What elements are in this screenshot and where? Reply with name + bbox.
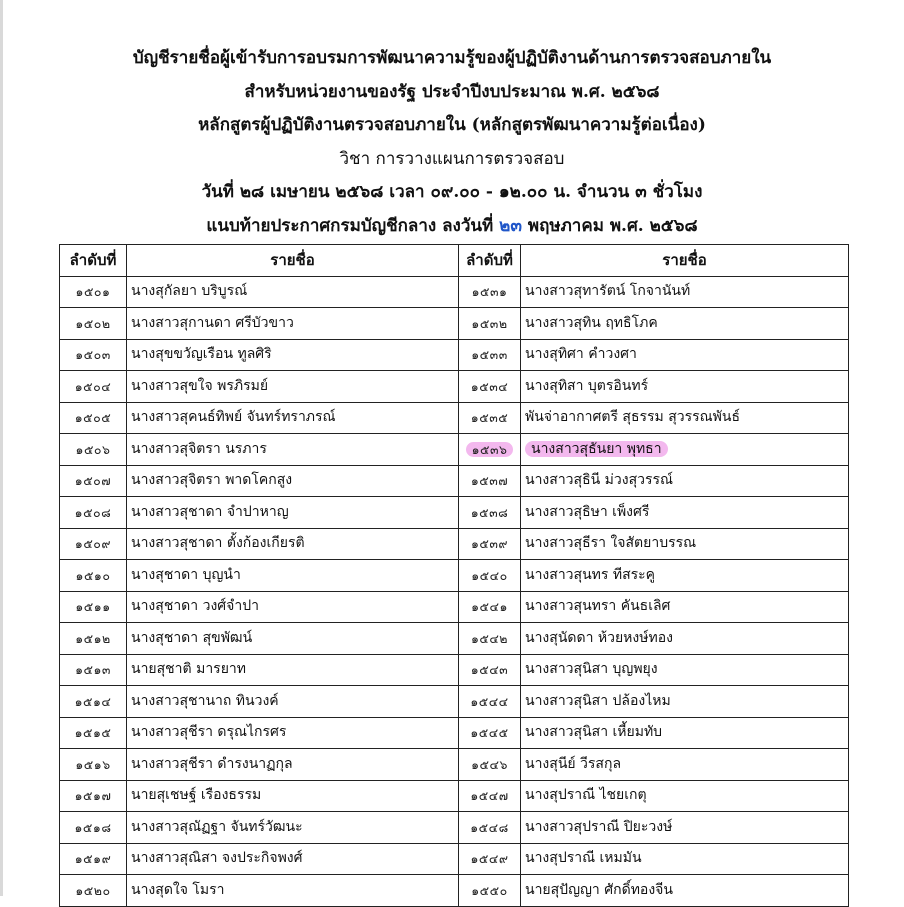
table-row (60, 308, 849, 340)
row-number: ๑๕๑๓ (60, 654, 127, 686)
row-number: ๑๕๕๐ (459, 875, 521, 907)
row-number: ๑๕๑๖ (60, 749, 127, 781)
row-number (459, 434, 521, 466)
attendee-name: นายสุปัญญา ศักดิ์ทองจีน (521, 875, 849, 907)
table-row (60, 843, 849, 875)
attendee-name: นางสุทิศา คำวงศา (521, 339, 849, 371)
row-number: ๑๕๔๑ (459, 591, 521, 623)
row-number: ๑๕๐๖ (60, 434, 127, 466)
table-row (60, 465, 849, 497)
row-number: ๑๕๐๗ (60, 465, 127, 497)
highlight-mark: ๑๕๓๖ (466, 442, 514, 457)
col-header-no-2: ลำดับที่ (459, 245, 521, 277)
row-number: ๑๕๓๗ (459, 465, 521, 497)
attachment-prefix: แนบท้ายประกาศกรมบัญชีกลาง ลงวันที่ (206, 215, 494, 236)
attendee-name: นางสุชาดา บุญนำ (127, 560, 459, 592)
row-number: ๑๕๐๑ (60, 276, 127, 308)
table-body (60, 276, 849, 906)
row-number: ๑๕๔๒ (459, 623, 521, 655)
attendee-name: พันจ่าอากาศตรี สุธรรม สุวรรณพันธ์ (521, 402, 849, 434)
attendee-name: นางสุปราณี ไชยเกตุ (521, 780, 849, 812)
row-number: ๑๕๓๒ (459, 308, 521, 340)
highlight-mark: นางสาวสุธันยา พุทธา (525, 441, 668, 457)
date-time-line: วันที่ ๒๘ เมษายน ๒๕๖๘ เวลา ๐๙.๐๐ - ๑๒.๐๐ น. จำนวน ๓ ชั่วโมง (201, 182, 703, 202)
attendee-name: นางสาวสุชีรา ดำรงนาฏกุล (127, 749, 459, 781)
table-row (60, 623, 849, 655)
attendee-name: นางสาวสุชีรา ดรุณไกรศร (127, 717, 459, 749)
subject-line: วิชา การวางแผนการตรวจสอบ (339, 148, 565, 169)
row-number: ๑๕๔๗ (459, 780, 521, 812)
table-row (60, 560, 849, 592)
attendee-name: นางสาวสุณิสา จงประกิจพงศ์ (127, 843, 459, 875)
table-header-row (60, 245, 849, 277)
col-header-name: รายชื่อ (127, 245, 459, 277)
attendee-name (521, 434, 849, 466)
col-header-no: ลำดับที่ (60, 245, 127, 277)
row-number: ๑๕๐๒ (60, 308, 127, 340)
table-row (60, 591, 849, 623)
table-row (60, 812, 849, 844)
table-row (60, 780, 849, 812)
attendee-name: นางสุปราณี เหมมัน (521, 843, 849, 875)
row-number: ๑๕๒๐ (60, 875, 127, 907)
row-number: ๑๕๐๓ (60, 339, 127, 371)
table-row (60, 339, 849, 371)
attendee-name: นางสาวสุณัฏฐา จันทร์วัฒนะ (127, 812, 459, 844)
course-title: หลักสูตรผู้ปฏิบัติงานตรวจสอบภายใน (หลักสูตรพัฒนาความรู้ต่อเนื่อง) (198, 115, 706, 135)
attendee-name: นางสุนัดดา ห้วยหงษ์ทอง (521, 623, 849, 655)
attendee-name: นางสาวสุนิสา ปล้องไหม (521, 686, 849, 718)
attendee-name: นางสาวสุจิตรา นรภาร (127, 434, 459, 466)
table-row (60, 434, 849, 466)
row-number: ๑๕๑๙ (60, 843, 127, 875)
row-number: ๑๕๓๔ (459, 371, 521, 403)
attachment-suffix: พฤษภาคม พ.ศ. ๒๕๖๘ (527, 215, 698, 236)
table-row (60, 875, 849, 907)
row-number: ๑๕๔๘ (459, 812, 521, 844)
table-row (60, 686, 849, 718)
attachment-line (0, 210, 904, 244)
row-number: ๑๕๑๑ (60, 591, 127, 623)
attendee-name: นางสาวสุชาดา จำปาหาญ (127, 497, 459, 529)
attendee-name: นางสุนีย์ วีรสกุล (521, 749, 849, 781)
title-line-1: บัญชีรายชื่อผู้เข้ารับการอบรมการพัฒนาความรู้ของผู้ปฏิบัติงานด้านการตรวจสอบภายใน (132, 48, 772, 68)
attendee-name: นางสาวสุชานาถ ทินวงค์ (127, 686, 459, 718)
table-row (60, 497, 849, 529)
row-number: ๑๕๐๘ (60, 497, 127, 529)
attendee-name: นางสุขขวัญเรือน ทูลศิริ (127, 339, 459, 371)
row-number: ๑๕๔๖ (459, 749, 521, 781)
attendee-name: นายสุเชษฐ์ เรืองธรรม (127, 780, 459, 812)
attendee-name: นางสาวสุคนธ์ทิพย์ จันทร์ทราภรณ์ (127, 402, 459, 434)
attendee-name: นางสุชาดา วงศ์จำปา (127, 591, 459, 623)
row-number: ๑๕๑๒ (60, 623, 127, 655)
row-number: ๑๕๓๓ (459, 339, 521, 371)
row-number: ๑๕๔๔ (459, 686, 521, 718)
attendee-name: นางสาวสุทารัตน์ โกจานันท์ (521, 276, 849, 308)
row-number: ๑๕๔๕ (459, 717, 521, 749)
attendee-name: นางสุกัลยา บริบูรณ์ (127, 276, 459, 308)
table-row (60, 654, 849, 686)
attendee-name: นางสุดใจ โมรา (127, 875, 459, 907)
row-number: ๑๕๓๘ (459, 497, 521, 529)
row-number: ๑๕๐๙ (60, 528, 127, 560)
row-number: ๑๕๔๓ (459, 654, 521, 686)
row-number: ๑๕๑๔ (60, 686, 127, 718)
row-number: ๑๕๑๗ (60, 780, 127, 812)
table-row (60, 402, 849, 434)
attendee-name: นางสาวสุธินี ม่วงสุวรรณ์ (521, 465, 849, 497)
col-header-name-2: รายชื่อ (521, 245, 849, 277)
table-row (60, 528, 849, 560)
attendee-name: นางสาวสุธีรา ใจสัตยาบรรณ (521, 528, 849, 560)
attendee-name: นางสาวสุกานดา ศรีบัวขาว (127, 308, 459, 340)
attendee-name: นายสุชาติ มารยาท (127, 654, 459, 686)
title-line-2: สำหรับหน่วยงานของรัฐ ประจำปีงบประมาณ พ.ศ. ๒๕๖๘ (244, 81, 660, 102)
table-row (60, 749, 849, 781)
attendee-name: นางสุชาดา สุขพัฒน์ (127, 623, 459, 655)
table-row (60, 717, 849, 749)
handwritten-day: ๒๓ (499, 215, 522, 236)
row-number: ๑๕๓๕ (459, 402, 521, 434)
row-number: ๑๕๓๙ (459, 528, 521, 560)
row-number: ๑๕๐๔ (60, 371, 127, 403)
table-row (60, 371, 849, 403)
attendee-name: นางสาวสุนทรา คันธเลิศ (521, 591, 849, 623)
attendee-name: นางสาวสุนทร ทีสระคู (521, 560, 849, 592)
attendee-name: นางสาวสุขใจ พรภิรมย์ (127, 371, 459, 403)
table-row (60, 276, 849, 308)
row-number: ๑๕๑๘ (60, 812, 127, 844)
row-number: ๑๕๑๕ (60, 717, 127, 749)
row-number: ๑๕๑๐ (60, 560, 127, 592)
row-number: ๑๕๓๑ (459, 276, 521, 308)
attendee-name: นางสาวสุธิษา เพ็งศรี (521, 497, 849, 529)
attendee-name: นางสาวสุทิน ฤทธิโภค (521, 308, 849, 340)
attendee-name: นางสาวสุจิตรา พาดโคกสูง (127, 465, 459, 497)
attendee-name: นางสาวสุนิสา บุญพยุง (521, 654, 849, 686)
document-header (0, 42, 904, 243)
attendee-name: นางสาวสุนิสา เหี้ยมทับ (521, 717, 849, 749)
attendee-name: นางสาวสุปราณี ปิยะวงษ์ (521, 812, 849, 844)
attendee-name: นางสุทิสา บุตรอินทร์ (521, 371, 849, 403)
attendee-table (59, 244, 849, 907)
attendee-name: นางสาวสุชาดา ตั้งก้องเกียรติ (127, 528, 459, 560)
row-number: ๑๕๔๐ (459, 560, 521, 592)
row-number: ๑๕๔๙ (459, 843, 521, 875)
row-number: ๑๕๐๕ (60, 402, 127, 434)
